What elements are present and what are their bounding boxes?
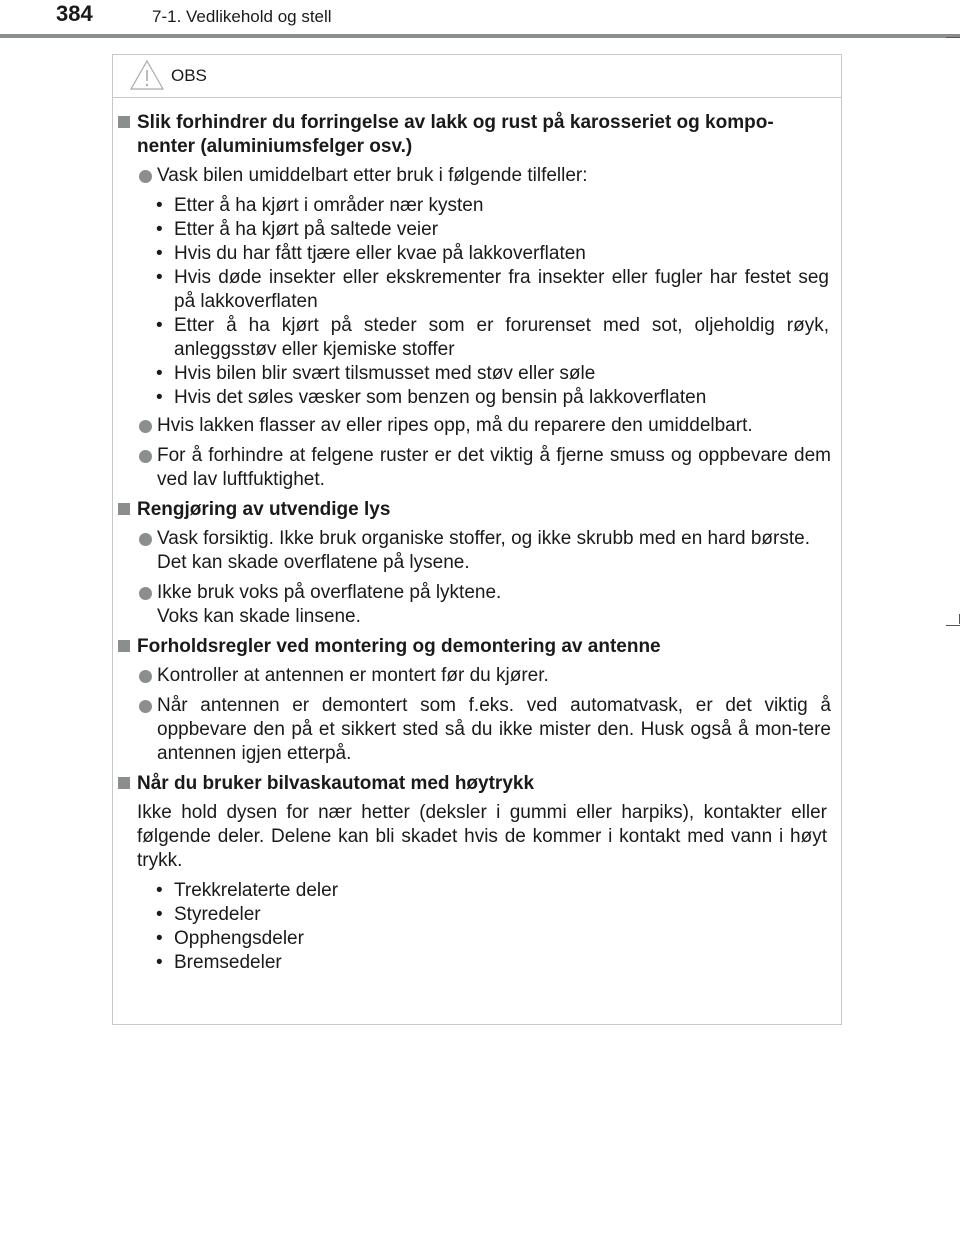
section-heading: Når du bruker bilvaskautomat med høytrykk <box>113 772 841 796</box>
list-item: • Styredeler <box>156 904 261 925</box>
dot-bullet-icon <box>139 700 152 713</box>
list-item: • Opphengsdeler <box>156 928 304 949</box>
dot-item: Vask bilen umiddelbart etter bruk i følgende tilfeller: <box>113 164 841 188</box>
caution-content <box>113 111 841 979</box>
square-bullet-icon <box>118 503 130 515</box>
list-item: • Trekkrelaterte deler <box>156 880 339 901</box>
dot-bullet-icon <box>139 670 152 683</box>
dot-item: Ikke bruk voks på overflatene på lyktene. Voks kan skade linsene. <box>113 581 841 629</box>
list-item: • Etter å ha kjørt på saltede veier <box>156 219 439 240</box>
square-bullet-icon <box>118 116 130 128</box>
chapter-title: 7-1. Vedlikehold og stell <box>152 7 332 26</box>
dot-item: Kontroller at antennen er montert før du kjører. <box>113 664 841 688</box>
dot-bullet-icon <box>139 533 152 546</box>
header-rule <box>0 34 960 38</box>
list-item: • Etter å ha kjørt på steder som er forurenset med sot, oljeholdig røyk, anleggsstøv eller kjemiske stoffer <box>156 315 829 360</box>
page-header <box>0 0 960 40</box>
list-item: • Hvis det søles væsker som benzen og bensin på lakkoverflaten <box>156 387 707 408</box>
list-item: • Bremsedeler <box>156 952 282 973</box>
square-bullet-icon <box>118 640 130 652</box>
dot-bullet-icon <box>139 450 152 463</box>
square-bullet-icon <box>118 777 130 789</box>
caution-header <box>113 55 841 98</box>
list-item: • Hvis døde insekter eller ekskrementer fra insekter eller fugler har festet seg på lakkoverflaten <box>156 267 829 312</box>
warning-triangle-icon <box>129 59 165 91</box>
dot-item: For å forhindre at felgene ruster er det viktig å fjerne smuss og oppbevare dem ved lav luftfuktighet. <box>113 444 841 492</box>
list-item: • Hvis du har fått tjære eller kvae på lakkoverflaten <box>156 243 586 264</box>
paragraph: Ikke hold dysen for nær hetter (deksler i gummi eller harpiks), kontakter eller følgende deler. Delene kan bli skadet hvis de kommer i kontakt med vann i høyt trykk. <box>137 802 827 871</box>
caution-box <box>112 54 842 1025</box>
dot-item: Vask forsiktig. Ikke bruk organiske stoffer, og ikke skrubb med en hard børste. Det kan skade overflatene på lysene. <box>113 527 841 575</box>
bullet-list <box>113 194 841 410</box>
list-item: • Etter å ha kjørt i områder nær kysten <box>156 195 484 216</box>
section-heading: Slik forhindrer du forringelse av lakk og rust på karosseriet og kompo-nenter (aluminiumsfelger osv.) <box>113 111 841 159</box>
crop-mark <box>946 37 960 38</box>
section-heading: Rengjøring av utvendige lys <box>113 498 841 522</box>
dot-bullet-icon <box>139 587 152 600</box>
bullet-list <box>113 879 841 975</box>
section-heading: Forholdsregler ved montering og demontering av antenne <box>113 635 841 659</box>
page-number: 384 <box>56 1 93 26</box>
dot-item: Hvis lakken flasser av eller ripes opp, må du reparere den umiddelbart. <box>113 414 841 438</box>
list-item: • Hvis bilen blir svært tilsmusset med støv eller søle <box>156 363 596 384</box>
crop-mark <box>946 625 960 626</box>
caution-title: OBS <box>171 66 207 85</box>
dot-bullet-icon <box>139 420 152 433</box>
dot-item: Når antennen er demontert som f.eks. ved automatvask, er det viktig å oppbevare den på et sikkert sted så du ikke mister den. Husk også å mon-tere antennen igjen etterpå. <box>113 694 841 766</box>
dot-bullet-icon <box>139 170 152 183</box>
